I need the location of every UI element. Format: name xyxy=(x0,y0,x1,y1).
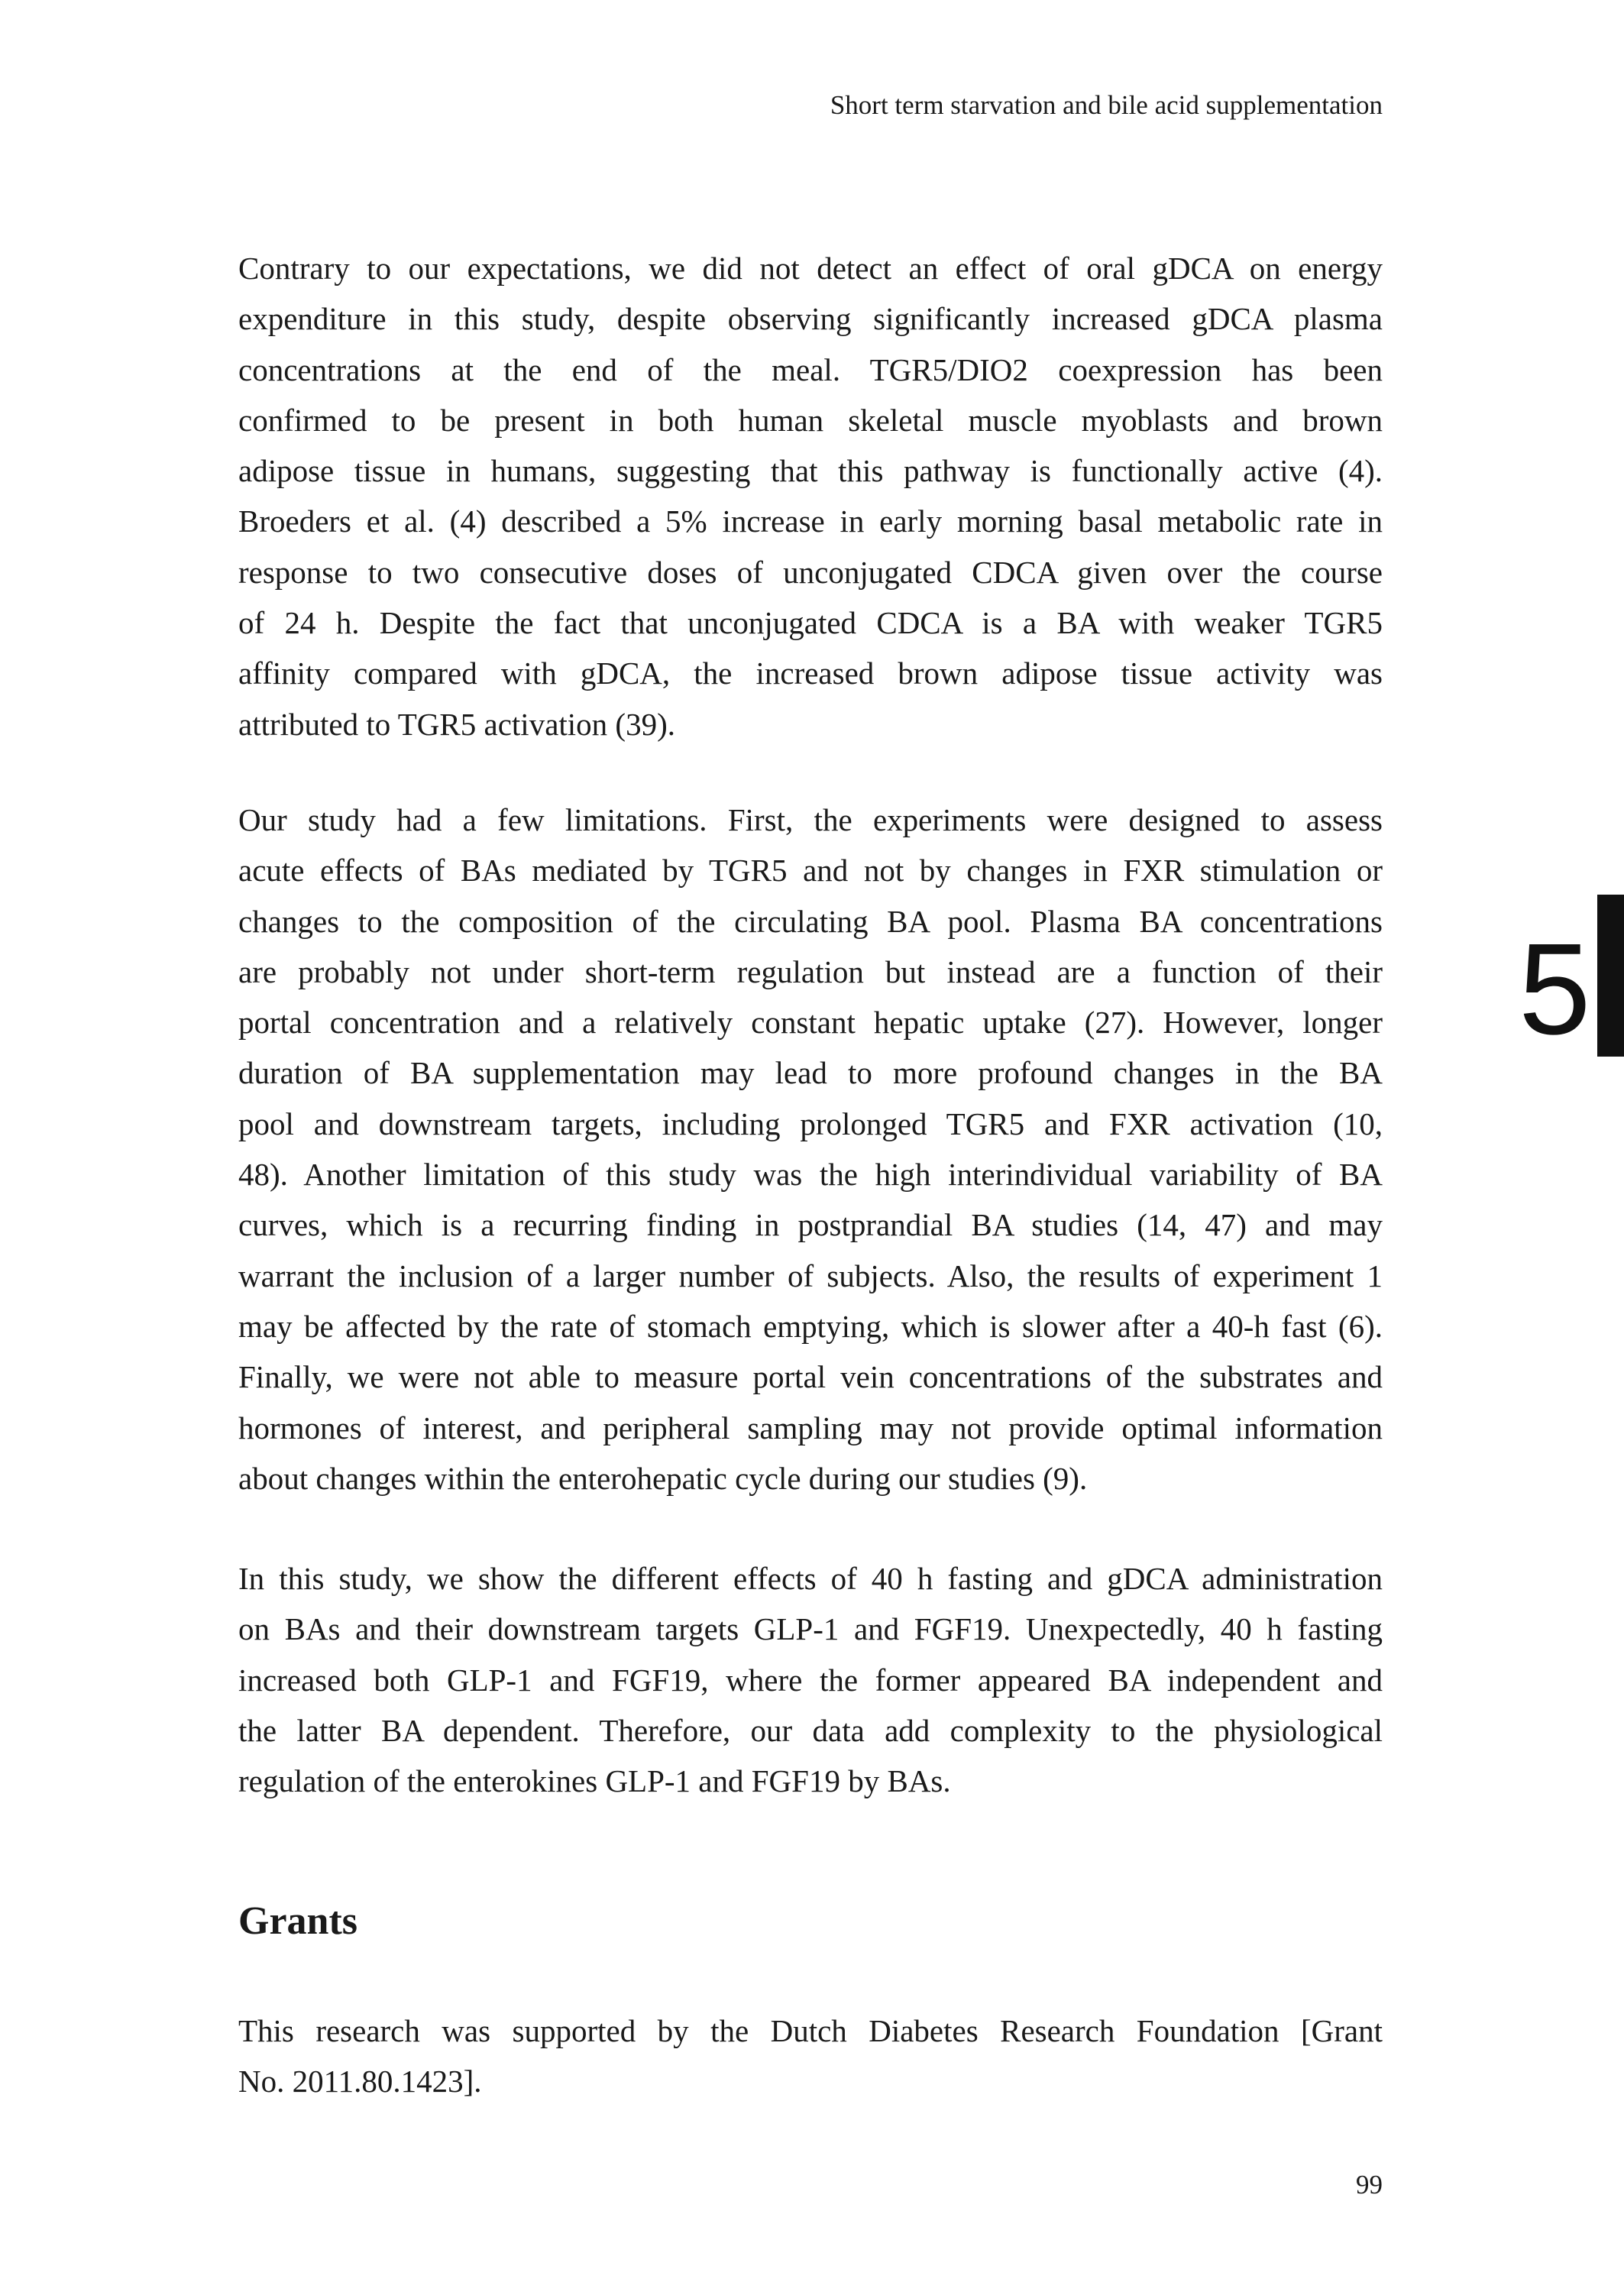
chapter-tab-bar xyxy=(1597,895,1624,1057)
text-line: response to two consecutive doses of unconjugated CDCA given over the course xyxy=(238,554,1383,590)
text-line: portal concentration and a relatively constant hepatic uptake (27). However, longer xyxy=(238,1005,1383,1041)
text-line: adipose tissue in humans, suggesting that this pathway is functionally active (4). xyxy=(238,453,1383,489)
text-line: Broeders et al. (4) described a 5% increase in early morning basal metabolic rate in xyxy=(238,503,1383,539)
text-line: may be affected by the rate of stomach emptying, which is slower after a 40-h fast (6). xyxy=(238,1308,1383,1344)
page-number: 99 xyxy=(1356,2170,1383,2200)
text-line: Our study had a few limitations. First, the experiments were designed to assess xyxy=(238,802,1383,837)
text-line: In this study, we show the different effects of 40 h fasting and gDCA administration xyxy=(238,1561,1383,1596)
text-line: hormones of interest, and peripheral sampling may not provide optimal information xyxy=(238,1410,1383,1445)
text-line: on BAs and their downstream targets GLP-1 and FGF19. Unexpectedly, 40 h fasting xyxy=(238,1611,1383,1647)
text-line: warrant the inclusion of a larger number of subjects. Also, the results of experiment 1 xyxy=(238,1258,1383,1293)
text-line: changes to the composition of the circulating BA pool. Plasma BA concentrations xyxy=(238,903,1383,939)
text-line: Contrary to our expectations, we did not detect an effect of oral gDCA on energy xyxy=(238,251,1383,286)
text-line: This research was supported by the Dutch Diabetes Research Foundation [Grant xyxy=(238,2013,1383,2048)
grants-heading: Grants xyxy=(238,1899,357,1943)
text-line: curves, which is a recurring finding in postprandial BA studies (14, 47) and may xyxy=(238,1207,1383,1243)
text-line: regulation of the enterokines GLP-1 and FGF19 by BAs. xyxy=(238,1763,951,1799)
text-line: affinity compared with gDCA, the increased brown adipose tissue activity was xyxy=(238,656,1383,691)
text-line: expenditure in this study, despite observing significantly increased gDCA plasma xyxy=(238,301,1383,337)
text-line: confirmed to be present in both human skeletal muscle myoblasts and brown xyxy=(238,402,1383,438)
text-line: acute effects of BAs mediated by TGR5 and not by changes in FXR stimulation or xyxy=(238,853,1383,889)
paragraph-energy-expenditure xyxy=(238,243,1383,749)
text-line: the latter BA dependent. Therefore, our data add complexity to the physiological xyxy=(238,1712,1383,1748)
chapter-number: 5 xyxy=(1519,917,1591,1062)
text-line: about changes within the enterohepatic cycle during our studies (9). xyxy=(238,1460,1088,1496)
text-line: No. 2011.80.1423]. xyxy=(238,2064,482,2099)
running-head: Short term starvation and bile acid supplementation xyxy=(830,90,1383,120)
paragraph-limitations xyxy=(238,795,1383,1504)
text-line: attributed to TGR5 activation (39). xyxy=(238,706,675,742)
text-line: 48). Another limitation of this study was the high interindividual variability of BA xyxy=(238,1157,1383,1193)
text-line: duration of BA supplementation may lead to more profound changes in the BA xyxy=(238,1055,1383,1091)
text-line: increased both GLP-1 and FGF19, where the former appeared BA independent and xyxy=(238,1662,1383,1698)
text-line: Finally, we were not able to measure portal vein concentrations of the substrates and xyxy=(238,1359,1383,1395)
text-line: concentrations at the end of the meal. TGR5/DIO2 coexpression has been xyxy=(238,351,1383,387)
paragraph-conclusion xyxy=(238,1553,1383,1806)
text-line: are probably not under short-term regulation but instead are a function of their xyxy=(238,953,1383,989)
text-line: pool and downstream targets, including prolonged TGR5 and FXR activation (10, xyxy=(238,1106,1383,1141)
text-line: of 24 h. Despite the fact that unconjugated CDCA is a BA with weaker TGR5 xyxy=(238,605,1383,641)
paragraph-grants xyxy=(238,2006,1383,2107)
